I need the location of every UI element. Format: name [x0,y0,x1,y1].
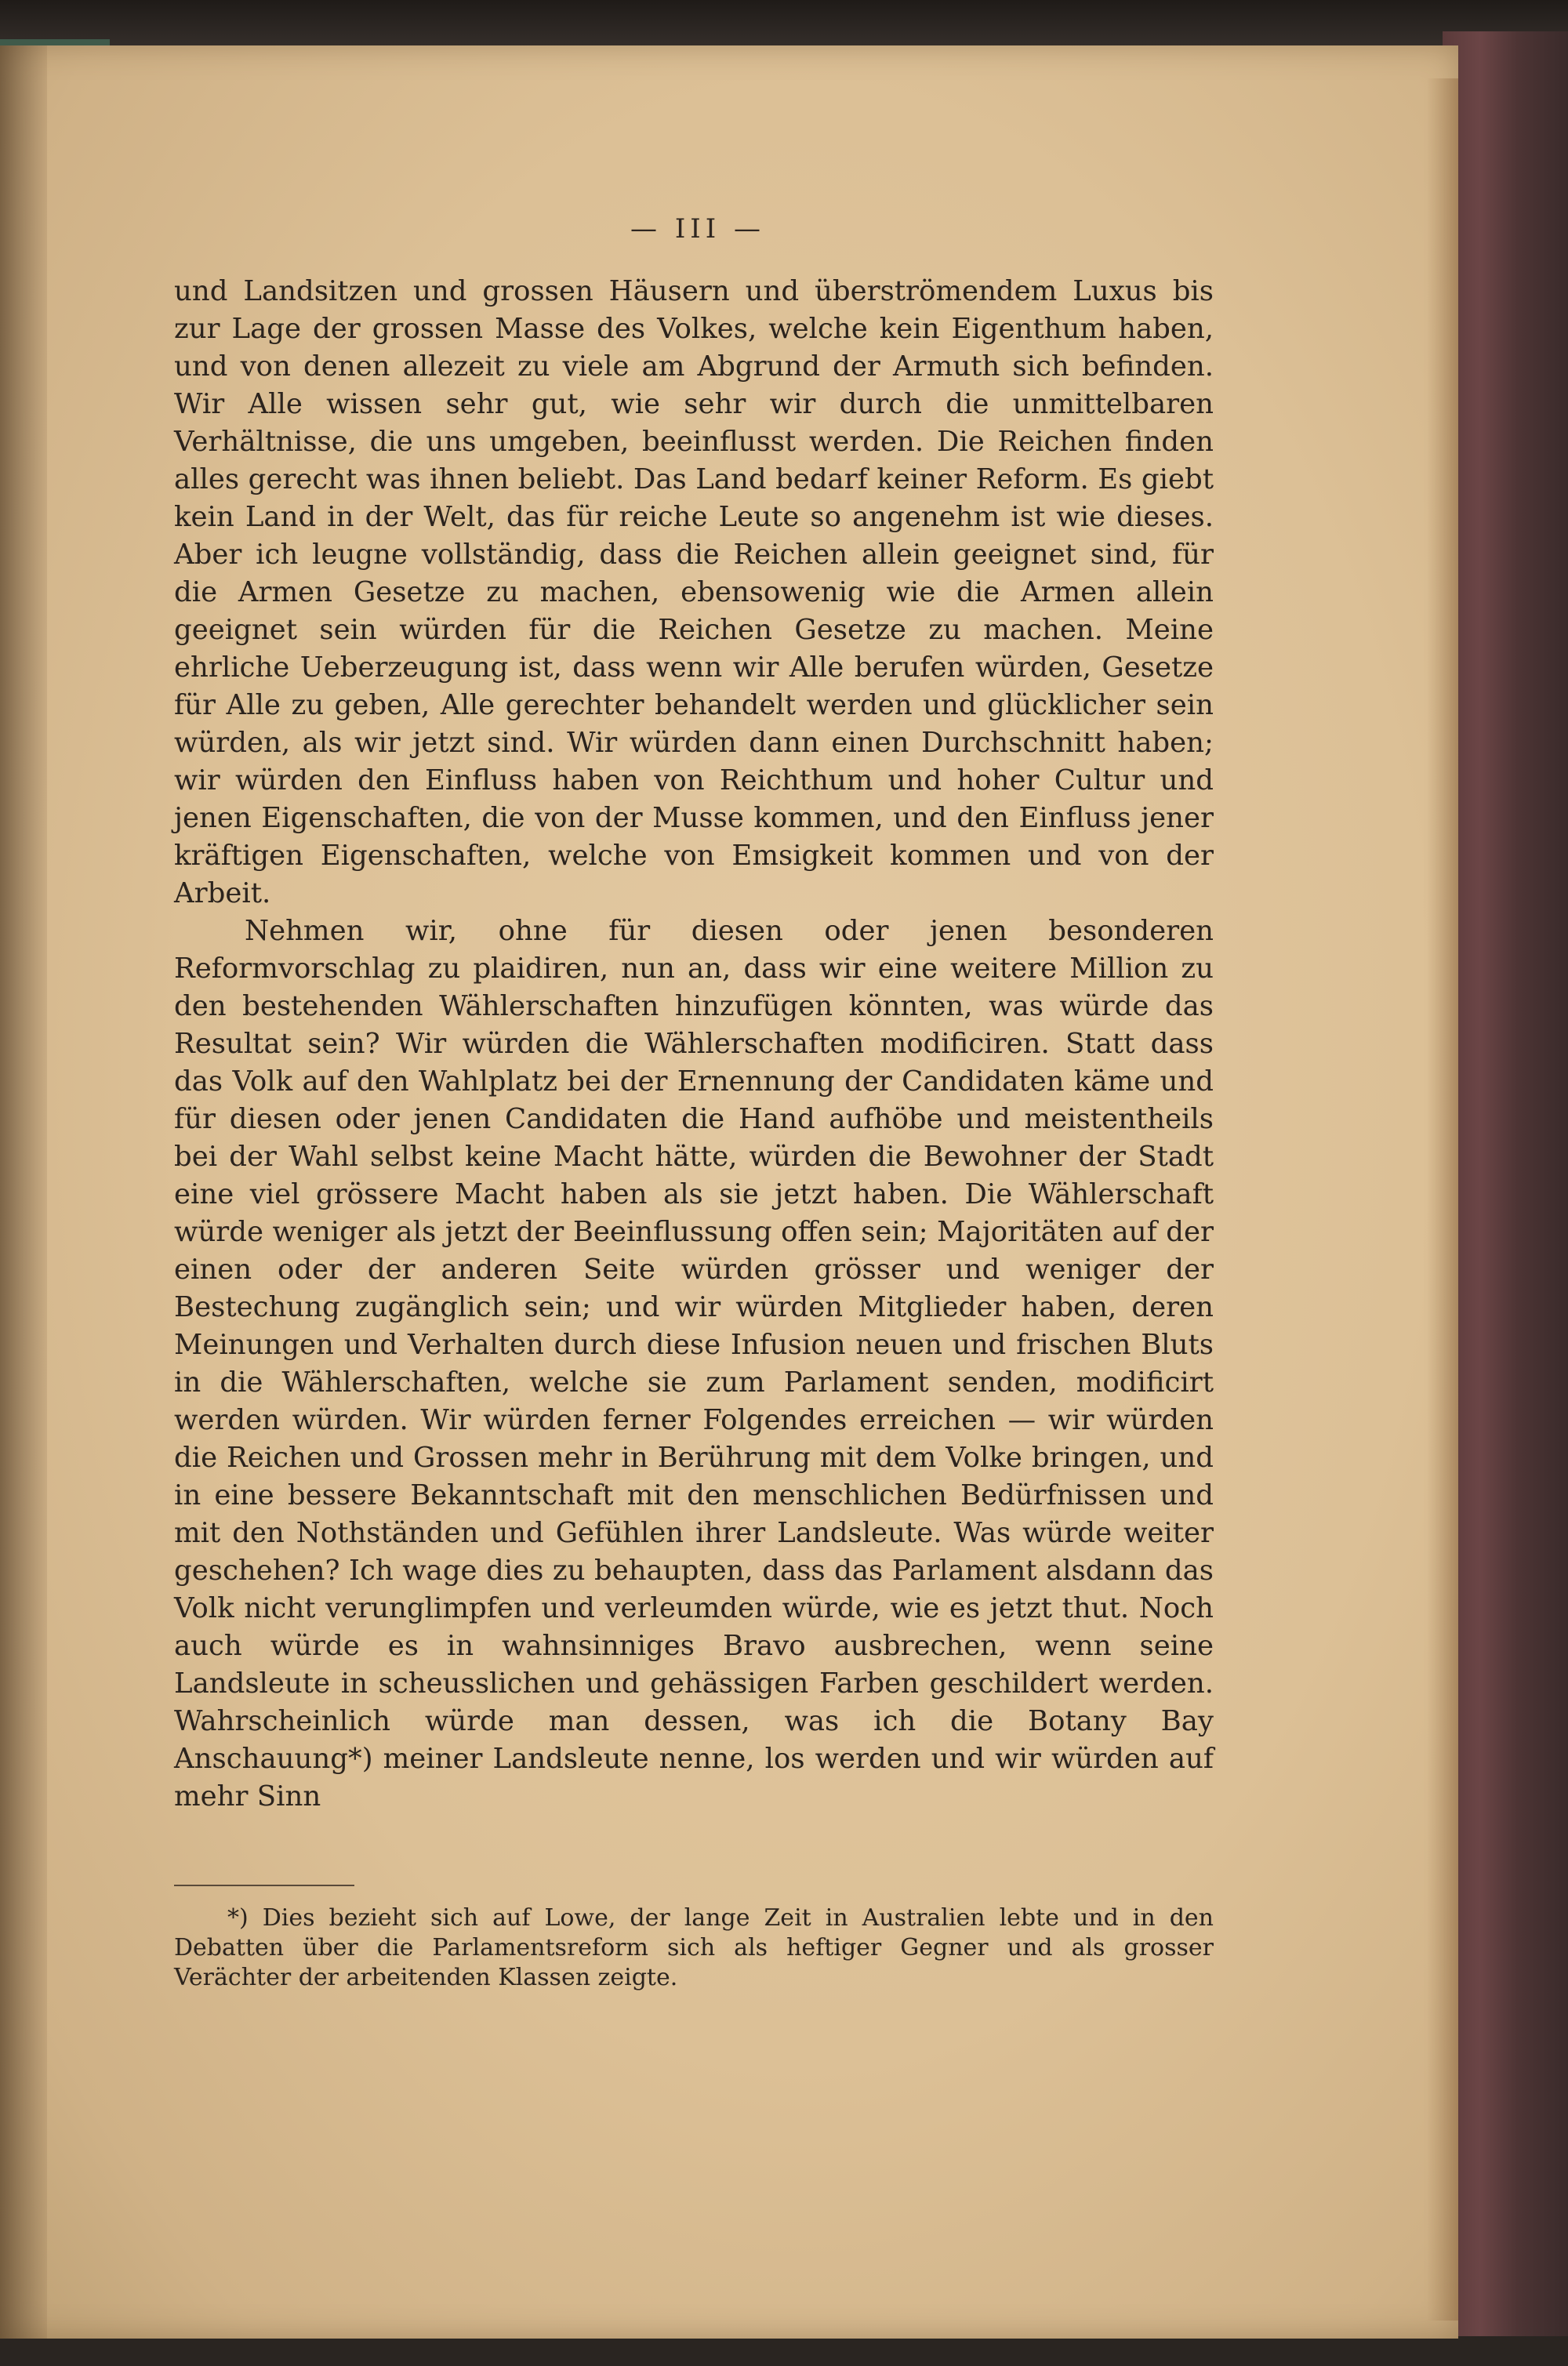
page-edge [1427,78,1458,2321]
footnote: *) Dies bezieht sich auf Lowe, der lange Zeit in Australien lebte und in den Debatten über die Parlamentsreform sich als heftiger Gegner und als grosser Verächter der arbeitenden Klassen zeigte. [174,1904,1214,1991]
page-number: — III — [630,213,765,245]
main-text [174,273,1214,1816]
paragraph-2: Nehmen wir, ohne für diesen oder jenen besonderen Reformvorschlag zu plaidiren, nun an, dass wir eine weitere Million zu den bestehenden Wählerschaften hinzufügen könnten, was würde das Resultat sein? Wir würden die Wählerschaften modificiren. Statt dass das Volk auf den Wahlplatz bei der Ernennung der Candidaten käme und für diesen oder jenen Candidaten die Hand aufhöbe und meistentheils bei der Wahl selbst keine Macht hätte, würden die Bewohner der Stadt eine viel grössere Macht haben als sie jetzt haben. Die Wählerschaft würde weniger als jetzt der Beeinflussung offen sein; Majoritäten auf der einen oder der anderen Seite würden grösser und weniger der Bestechung zugänglich sein; und wir würden Mitglieder haben, deren Meinungen und Verhalten durch diese Infusion neuen und frischen Bluts in die Wählerschaften, welche sie zum Parlament senden, modificirt werden würden. Wir würden ferner Folgendes erreichen — wir würden die Reichen und Grossen mehr in Berührung mit dem Volke bringen, und in eine bessere Bekanntschaft mit den menschlichen Bedürfnissen und mit den Nothständen und Gefühlen ihrer Landsleute. Was würde weiter geschehen? Ich wage dies zu behaupten, dass das Parlament alsdann das Volk nicht verunglimpfen und verleumden würde, wie es jetzt thut. Noch auch würde es in wahnsinniges Bravo ausbrechen, wenn seine Landsleute in scheusslichen und gehässigen Farben geschildert werden. Wahrscheinlich würde man dessen, was ich die Botany Bay Anschauung*) meiner Landsleute nenne, los werden und wir würden auf mehr Sinn [174,915,1214,1813]
book-cover-edge [1443,31,1568,2336]
paragraph-1: und Landsitzen und grossen Häusern und überströmendem Luxus bis zur Lage der grossen Masse des Volkes, welche kein Eigenthum haben, und von denen allezeit zu viele am Abgrund der Armuth sich befinden. Wir Alle wissen sehr gut, wie sehr wir durch die unmittelbaren Verhältnisse, die uns umgeben, beeinflusst werden. Die Reichen finden alles gerecht was ihnen beliebt. Das Land bedarf keiner Reform. Es giebt kein Land in der Welt, das für reiche Leute so angenehm ist wie dieses. Aber ich leugne vollständig, dass die Reichen allein geeignet sind, für die Armen Gesetze zu machen, ebensowenig wie die Armen allein geeignet sein würden für die Reichen Gesetze zu machen. Meine ehrliche Ueberzeugung ist, dass wenn wir Alle berufen würden, Gesetze für Alle zu geben, Alle gerechter behandelt werden und glücklicher sein würden, als wir jetzt sind. Wir würden dann einen Durchschnitt haben; wir würden den Einfluss haben von Reichthum und hoher Cultur und jenen Eigenschaften, die von der Musse kommen, und den Einfluss jener kräftigen Eigenschaften, welche von Emsigkeit kommen und von der Arbeit. [174,275,1214,909]
footnote-divider [174,1885,354,1886]
page-gutter-shadow [0,45,47,2339]
